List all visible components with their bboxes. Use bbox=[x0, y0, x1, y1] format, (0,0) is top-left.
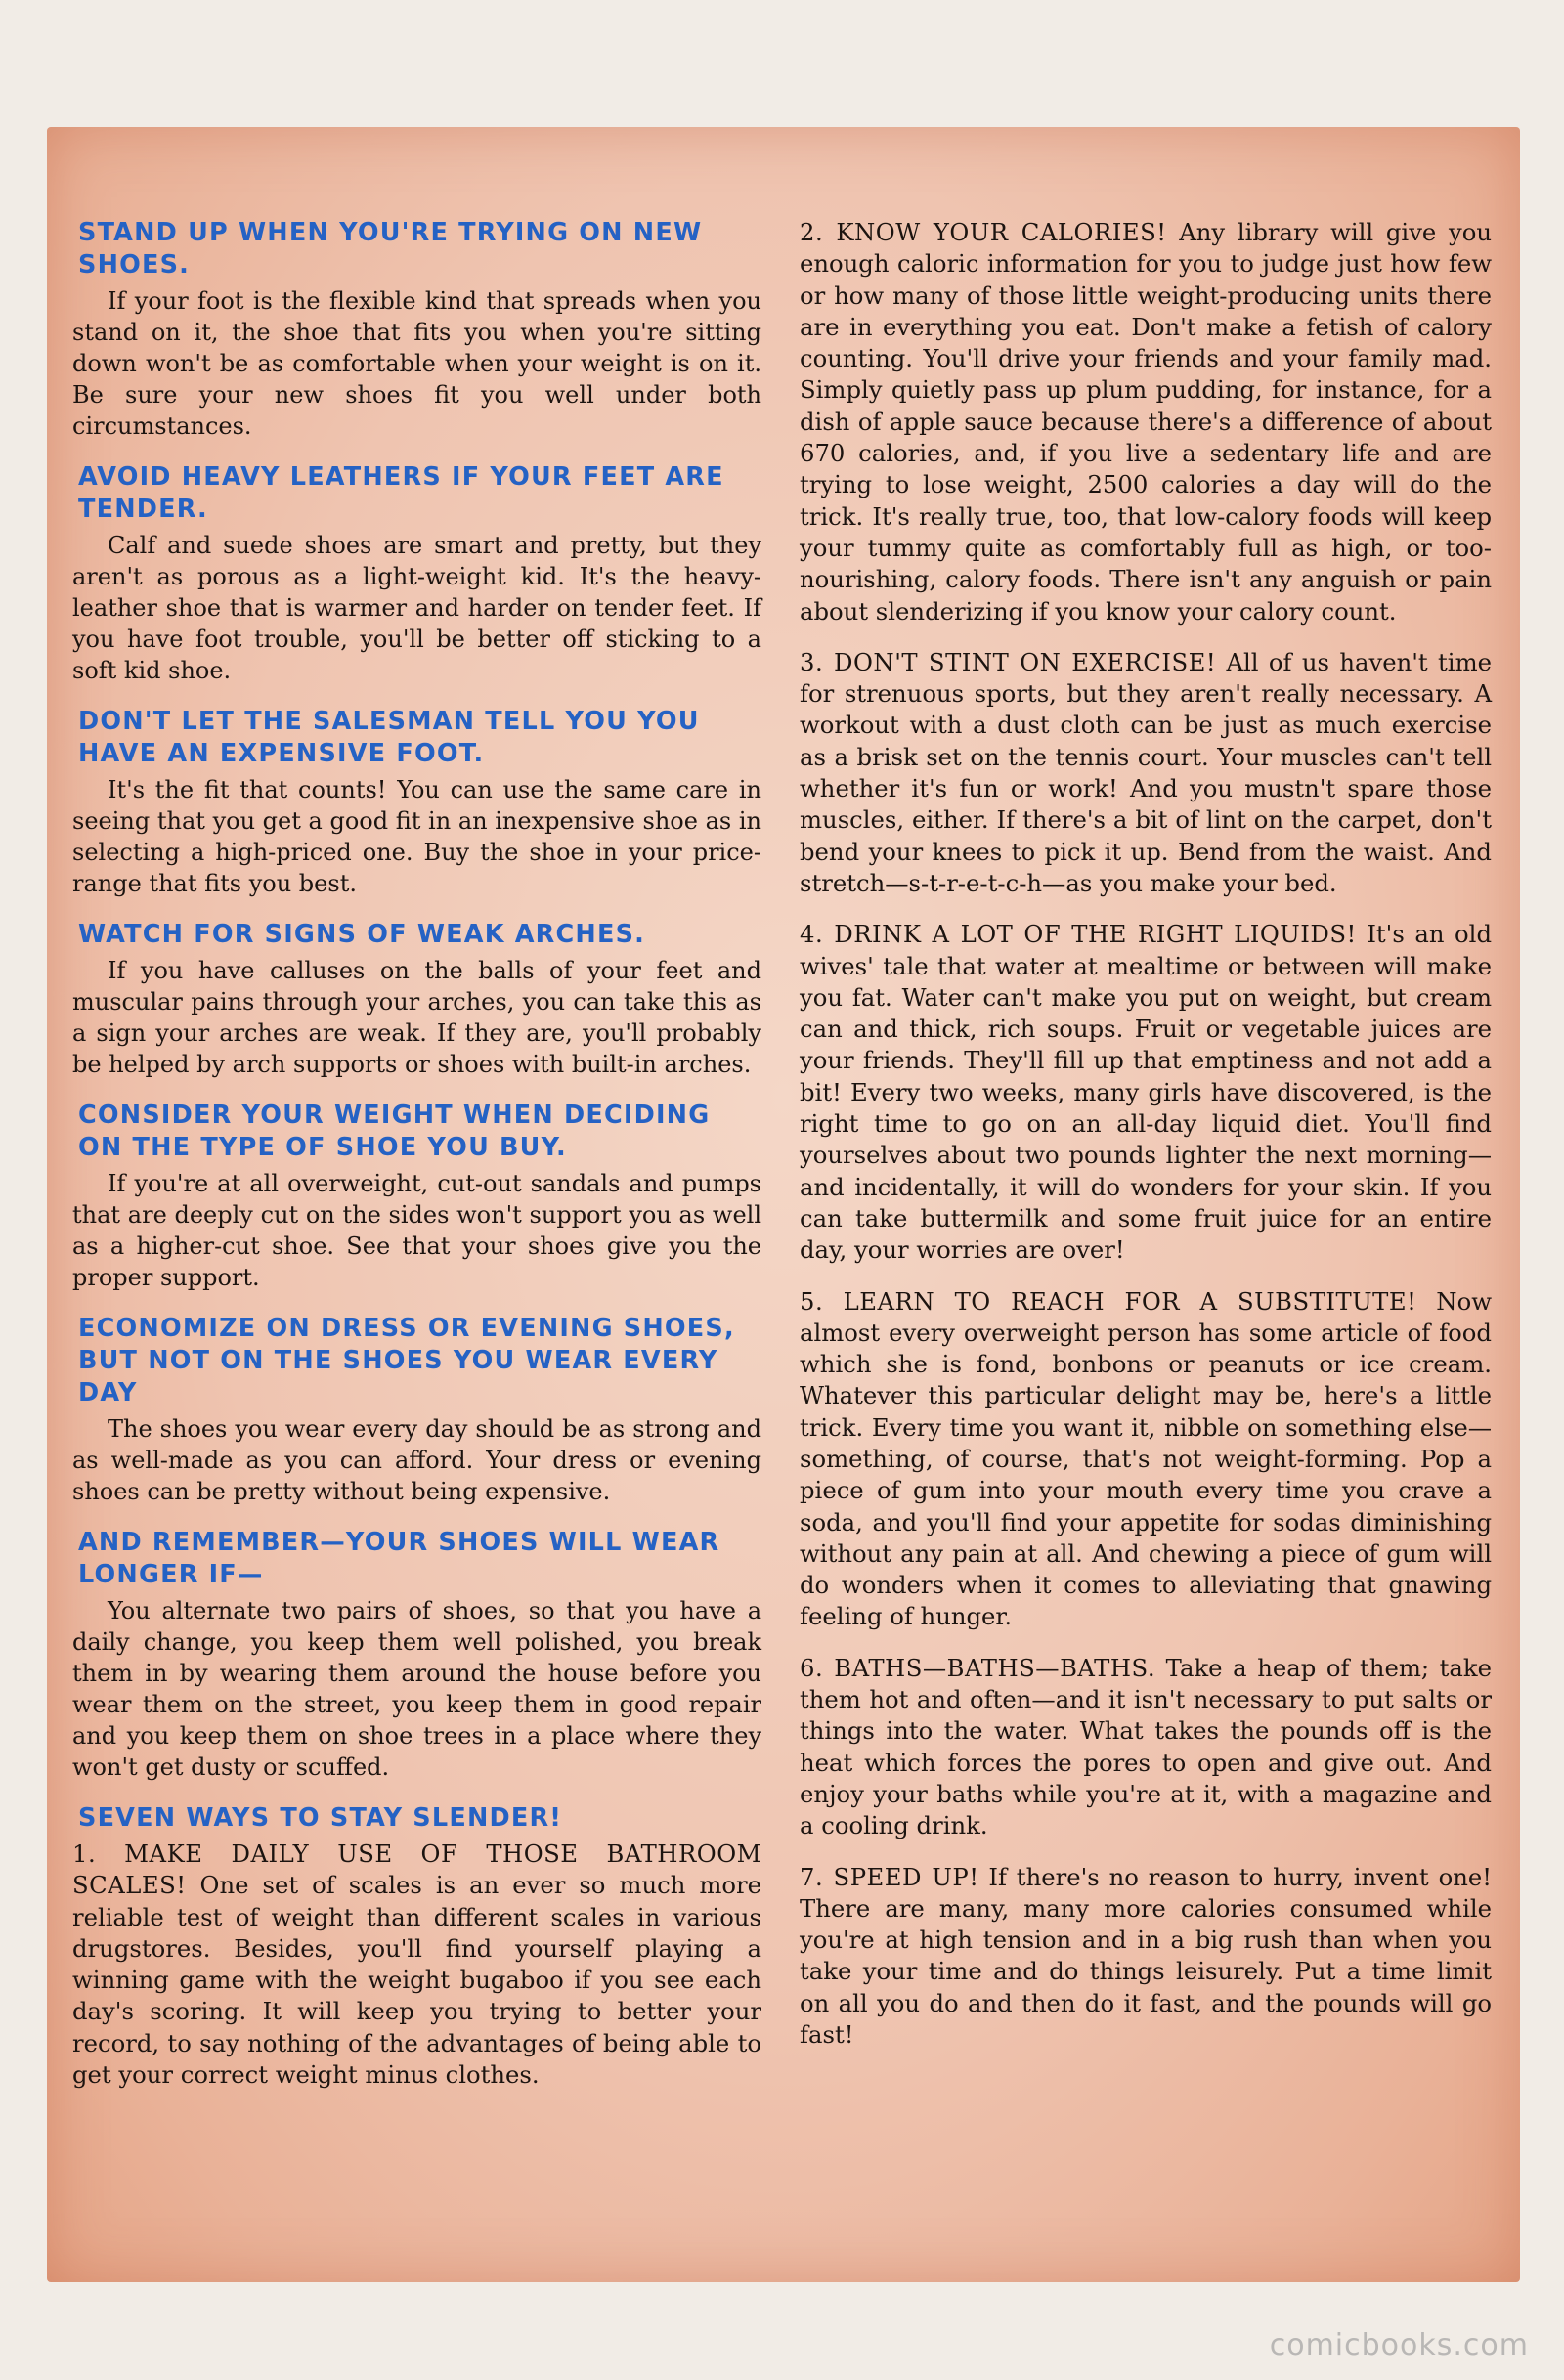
section-weight bbox=[72, 1100, 761, 1293]
tip-4 bbox=[800, 919, 1492, 1266]
section-weak-arches bbox=[72, 919, 761, 1080]
tip-3-lead: 3. DON'T STINT ON EXERCISE! bbox=[800, 647, 1217, 676]
tip-1-text: One set of scales is an ever so much more reliable test of weight than different scales in various drugstores. Besides, you'll find yourself playing a winning game with the weight bugaboo if you see each day's scoring. It will keep you trying to better your record, to say nothing of the advantages of being able to get your correct weight minus clothes. bbox=[72, 1871, 761, 2090]
tip-5 bbox=[800, 1286, 1492, 1633]
text-economize: The shoes you wear every day should be as strong and as well-made as you can afford. Your dress or evening shoes can be pretty without being expensive. bbox=[72, 1415, 761, 1505]
tip-7-lead: 7. SPEED UP! bbox=[800, 1862, 979, 1891]
tip-5-lead: 5. LEARN TO REACH FOR A SUBSTITUTE! bbox=[800, 1286, 1417, 1316]
tip-4-text: It's an old wives' tale that water at mealtime or between will make you fat. Water can't make you put on weight, but cream can and thick, rich soups. Fruit or vegetable juices are your friends. They'll fill up that emptiness and not add a bit! Every two weeks, many girls have discovered, is the right time to go on an all-day liquid diet. You'll find yourselves about two pounds lighter the next morning—and incidentally, it will do wonders for your skin. If you can take buttermilk and some fruit juice for an entire day, your worries are over! bbox=[800, 920, 1492, 1265]
heading-weak-arches: WATCH FOR SIGNS OF WEAK ARCHES. bbox=[78, 920, 646, 949]
tip-5-text: Now almost every overweight person has some article of food which she is fond, bonbons or peanuts or ice cream. Whatever this particular delight may be, here's a little trick. Every time you want it, nibble on something else—something, of course, that's not weight-forming. Pop a piece of gum into your mouth every time you crave a soda, and you'll find your appetite for sodas diminishing without any pain at all. And chewing a piece of gum will do wonders when it comes to alleviating that gnawing feeling of hunger. bbox=[800, 1286, 1492, 1631]
tip-6 bbox=[800, 1653, 1492, 1842]
section-heavy-leathers bbox=[72, 461, 761, 686]
section-salesman bbox=[72, 706, 761, 899]
heading-heavy-leathers: AVOID HEAVY LEATHERS IF YOUR FEET ARE TENDER. bbox=[78, 462, 724, 524]
section-try-on bbox=[72, 217, 761, 442]
text-salesman: It's the fit that counts! You can use the same care in seeing that you get a good fit in an inexpensive shoe as in selecting a high-priced one. Buy the shoe in your price-range that fits you best. bbox=[72, 776, 761, 897]
tip-1 bbox=[72, 1839, 761, 2091]
tip-3-text: All of us haven't time for strenuous sports, but they aren't really necessary. A workout with a dust cloth can be just as much exercise as a brisk set on the tennis court. Your muscles can't tell whether it's fun or work! And you mustn't spare those muscles, either. If there's a bit of lint on the carpet, don't bend your knees to pick it up. Bend from the waist. And stretch—s-t-r-e-t-c-h—as you make your bed. bbox=[800, 647, 1492, 897]
tip-2 bbox=[800, 217, 1492, 627]
text-weak-arches: If you have calluses on the balls of your feet and muscular pains through your arches, you can take this as a sign your arches are weak. If they are, you'll probably be helped by arch supports or shoes with built-in arches. bbox=[72, 957, 761, 1078]
text-remember: You alternate two pairs of shoes, so that you have a daily change, you keep them well polished, you break them in by wearing them around the house before you wear them on the street, you keep them in good repair and you keep them on shoe trees in a place where they won't get dusty or scuffed. bbox=[72, 1597, 761, 1781]
tip-2-text: Any library will give you enough caloric information for you to judge just how few or how many of those little weight-producing units there are in everything you eat. Don't make a fetish of calory counting. You'll drive your friends and your family mad. Simply quietly pass up plum pudding, for instance, for a dish of apple sauce because there's a difference of about 670 calories, and, if you live a sedentary life and are trying to lose weight, 2500 calories a day will do the trick. It's really true, too, that low-calory foods will keep your tummy quite as comfortably full as high, or too-nourishing, calory foods. There isn't any anguish or pain about slenderizing if you know your calory count. bbox=[800, 218, 1492, 626]
heading-weight: CONSIDER YOUR WEIGHT WHEN DECIDING ON THE TYPE OF SHOE YOU BUY. bbox=[78, 1101, 711, 1162]
heading-remember: AND REMEMBER—YOUR SHOES WILL WEAR LONGER IF— bbox=[78, 1528, 720, 1589]
site-watermark: comicbooks.com bbox=[1269, 2328, 1529, 2362]
tip-7 bbox=[800, 1862, 1492, 2052]
text-weight: If you're at all overweight, cut-out sandals and pumps that are deeply cut on the sides won't support you as well as a higher-cut shoe. See that your shoes give you the proper support. bbox=[72, 1170, 761, 1291]
heading-try-on: STAND UP WHEN YOU'RE TRYING ON NEW SHOES. bbox=[78, 218, 703, 280]
tip-2-lead: 2. KNOW YOUR CALORIES! bbox=[800, 218, 1167, 246]
section-seven-ways bbox=[72, 1802, 761, 2091]
tip-1-lead: 1. MAKE DAILY USE OF THOSE BATHROOM SCALES! bbox=[72, 1839, 761, 1900]
tip-7-text: If there's no reason to hurry, invent one! There are many, many more calories consumed while you're at high tension and in a big rush than when you take your time and do things leisurely. Put a time limit on all you do and then do it fast, and the pounds will go fast! bbox=[800, 1862, 1492, 2050]
tip-4-lead: 4. DRINK A LOT OF THE RIGHT LIQUIDS! bbox=[800, 920, 1357, 949]
heading-salesman: DON'T LET THE SALESMAN TELL YOU YOU HAVE AN EXPENSIVE FOOT. bbox=[78, 707, 700, 768]
right-column bbox=[800, 217, 1492, 2070]
tip-6-lead: 6. BATHS—BATHS—BATHS. bbox=[800, 1653, 1156, 1682]
left-column bbox=[72, 217, 761, 2110]
text-heavy-leathers: Calf and suede shoes are smart and pretty, but they aren't as porous as a light-weight kid. It's the heavy-leather shoe that is warmer and harder on tender feet. If you have foot trouble, you'll be better off sticking to a soft kid shoe. bbox=[72, 532, 761, 684]
heading-seven-ways: SEVEN WAYS TO STAY SLENDER! bbox=[78, 1803, 563, 1833]
heading-economize: ECONOMIZE ON DRESS OR EVENING SHOES, BUT NOT ON THE SHOES YOU WEAR EVERY DAY bbox=[78, 1314, 735, 1407]
text-try-on: If your foot is the flexible kind that spreads when you stand on it, the shoe that fits you when you're sitting down won't be as comfortable when your weight is on it. Be sure your new shoes fit you well under both circumstances. bbox=[72, 287, 761, 440]
tip-3 bbox=[800, 647, 1492, 899]
section-remember bbox=[72, 1527, 761, 1783]
section-economize bbox=[72, 1313, 761, 1507]
tip-6-text: Take a heap of them; take them hot and often—and it isn't necessary to put salts or things into the water. What takes the pounds off is the heat which forces the pores to open and give out. And enjoy your baths while you're at it, with a magazine and a cooling drink. bbox=[800, 1653, 1492, 1840]
